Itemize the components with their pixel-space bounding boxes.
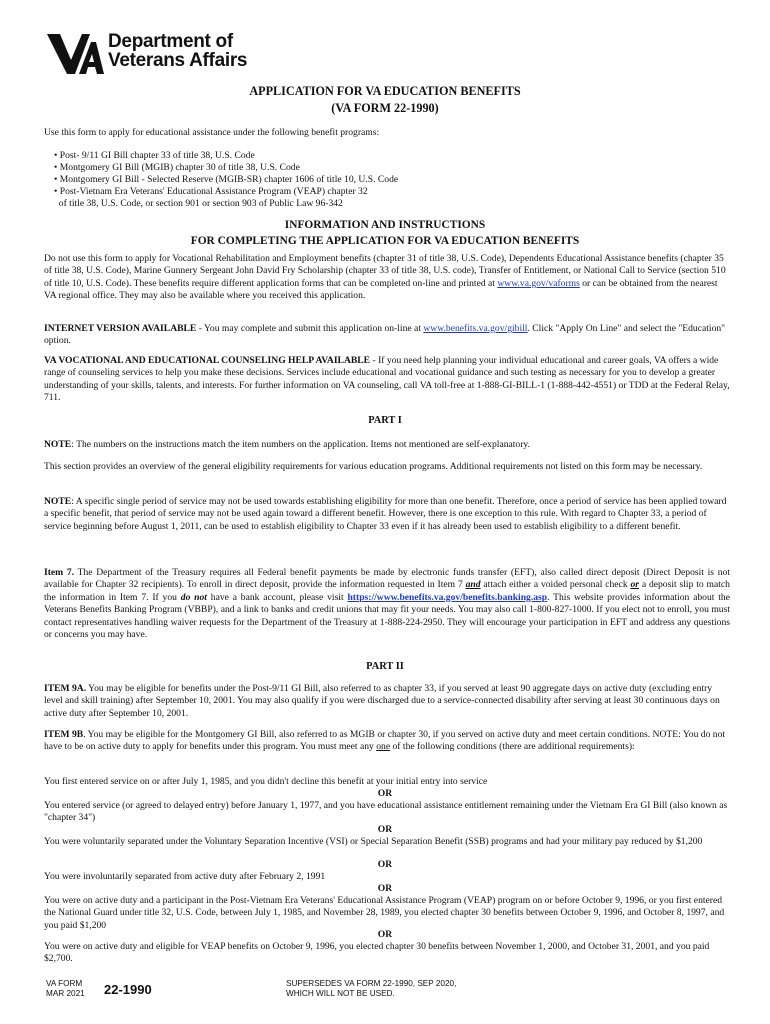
banking-link[interactable]: https://www.benefits.va.gov/benefits.banking.asp: [347, 591, 548, 603]
item-9a-paragraph: [44, 683, 730, 720]
list-item: • Post-Vietnam Era Veterans' Educational Assistance Program (VEAP) chapter 32: [54, 185, 368, 197]
condition-6: You were on active duty and eligible for VEAP benefits on October 9, 1996, you elected chapter 30 benefits between November 1, 2000, and October 31, 2001, and you paid $2,700.: [44, 941, 710, 965]
emphasis-do-not: do not: [180, 591, 207, 603]
paragraph-text: : A specific single period of service may not be used towards establishing eligibility for more than one benefit. Therefore, once a period of service has been applied toward a specific benefit, that period of service may not be used again toward a different benefit. However, there is one exception to this rule. With regard to Chapter 33, a period of service beginning before August 1, 2011, can be used to establish eligibility to Chapter 33 even if it has already been used to establish eligibility to a different benefit.: [44, 496, 727, 532]
paragraph-text: or can be obtained from the nearest VA regional office. They may also be available where you received this application.: [44, 277, 718, 302]
emphasis-or: or: [630, 579, 639, 591]
form-label-block: [46, 979, 85, 999]
overview-paragraph: This section provides an overview of the general eligibility requirements for various education programs. Additional requirements not listed on this form may be necessary.: [44, 461, 703, 472]
paragraph-text: The Department of the Treasury requires all Federal benefit payments be made by electronic funds transfer (EFT), also called direct deposit (Direct Deposit is not available for Chapter 32 recipients). To enroll in direct deposit, provide the information requested in Item 7: [44, 567, 731, 591]
gibill-link[interactable]: www.benefits.va.gov/gibill: [423, 323, 528, 334]
va-forms-link[interactable]: www.va.gov/vaforms: [497, 277, 580, 289]
note-label: NOTE: [44, 496, 72, 507]
list-item: • Montgomery GI Bill (MGIB) chapter 30 of title 38, U.S. Code: [54, 161, 300, 173]
paragraph-text: Do not use this form to apply for Vocational Rehabilitation and Employment benefits (chapter 31 of title 38, U.S. Code), Dependents Educational Assistance benefits (chapter 35 of title 38, U.S. Code), Marine Gunnery Sergeant John David Fry Scholarship (chapter 33 of title 38, U.S. code), Transfer of Entitlement, or National Call to Service (section 510 of title 10, U.S. Code). These benefits require different application forms that can be completed on-line and printed at: [44, 253, 726, 289]
program-list: [54, 150, 398, 210]
condition-5: You were on active duty and a participant in the Post-Vietnam Era Veterans' Educational Assistance Program (VEAP) program on or before October 9, 1996, or you first entered the National Guard under title 32, U.S. Code, between July 1, 1985, and November 28, 1989, you elected chapter 30 benefits between October 9, 1996, and October 8, 1997, and you paid $1,200: [44, 895, 725, 931]
paragraph-text: attach either a voided personal check: [480, 579, 631, 591]
info-heading: INFORMATION AND INSTRUCTIONS: [284, 219, 486, 231]
info-subheading: FOR COMPLETING THE APPLICATION FOR VA EDUCATION BENEFITS: [190, 235, 580, 247]
paragraph-text: . Click "Apply On Line" and select the "Education" option.: [44, 323, 726, 347]
part-2-heading: PART II: [366, 661, 404, 672]
form-label: VA FORM: [46, 979, 83, 988]
supersedes-note: [286, 979, 456, 999]
agency-name: [108, 32, 247, 70]
paragraph-text: . This website provides information about the Veterans Benefits Banking Program (VBBP), and a link to banks and credit unions that may fit your needs. You may also call 1-800-827-1000. If you elect not to enroll, you must contact representatives handling waiver requests for the Department of the Treasury at 1-888-224-2950. They will encourage your participation in EFT and address any questions or concerns you may have.: [44, 591, 730, 641]
internet-label: INTERNET VERSION AVAILABLE: [44, 323, 197, 334]
note-label: NOTE: [44, 439, 72, 450]
supersedes-line: WHICH WILL NOT BE USED.: [286, 989, 395, 998]
item-9a-label: ITEM 9A.: [44, 683, 87, 694]
paragraph-text: have a bank account, please visit: [206, 591, 348, 603]
or-separator: OR: [377, 788, 393, 799]
item-9b-paragraph: [44, 729, 730, 754]
item-9b-label: ITEM 9B: [44, 729, 84, 740]
agency-line-1: Department of: [108, 31, 233, 52]
form-subtitle: (VA FORM 22-1990): [331, 101, 439, 115]
condition-3: You were voluntarily separated under the Voluntary Separation Incentive (VSI) or Special Separation Benefit (SSB) programs and had your military pay reduced by $1,200: [44, 836, 703, 847]
condition-2: You entered service (or agreed to delayed entry) before January 1, 1977, and you have educational assistance entitlement remaining under the Vietnam Era GI Bill (also known as "chapter 34"): [44, 800, 728, 824]
paragraph-text: . You may be eligible for the Montgomery GI Bill, also referred to as MGIB or chapter 30, if you served on active duty and meet certain conditions. NOTE: You do not have to be on active duty to apply for benefits under this program. You must meet any: [44, 729, 726, 753]
emphasis-one: one: [376, 741, 391, 753]
internet-version-paragraph: [44, 323, 730, 348]
list-item: of title 38, U.S. Code, or section 901 or section 903 of Public Law 96-342: [54, 197, 343, 209]
counseling-label: VA VOCATIONAL AND EDUCATIONAL COUNSELING HELP AVAILABLE: [44, 355, 371, 366]
va-logo: [46, 32, 276, 76]
agency-line-2: Veterans Affairs: [108, 50, 248, 71]
or-separator: OR: [377, 929, 393, 940]
form-number: 22-1990: [104, 982, 152, 997]
form-title: APPLICATION FOR VA EDUCATION BENEFITS: [249, 84, 521, 98]
paragraph-text: a deposit slip to match the information in Item 7. If you: [44, 579, 730, 603]
note-item-numbers: [44, 439, 730, 451]
list-item: • Post- 9/11 GI Bill chapter 33 of title 38, U.S. Code: [54, 150, 255, 161]
note-single-period: [44, 496, 730, 533]
part-1-heading: PART I: [368, 415, 402, 426]
va-seal-icon: [46, 32, 104, 76]
paragraph-text: : The numbers on the instructions match the item numbers on the application. Items not mentioned are self-explanatory.: [71, 439, 530, 450]
condition-4: You were involuntarily separated from active duty after February 2, 1991: [44, 871, 326, 882]
paragraph-text: of the following conditions (there are additional requirements):: [390, 741, 635, 753]
form-date: MAR 2021: [46, 989, 85, 998]
or-separator: OR: [377, 859, 393, 870]
item-7-paragraph: [44, 567, 730, 641]
emphasis-and: and: [465, 579, 481, 591]
paragraph-text: - If you need help planning your individual educational and career goals, VA offers a wide range of counseling services to help you make these decisions. Services include educational and vocational guidance and such testing as necessary for you to develop a greater understanding of your skills, talents, and interests. For further information on VA counseling, call VA toll-free at 1-888-GI-BILL-1 (1-888-442-4551) or TDD at the Federal Relay, 711.: [44, 355, 730, 404]
condition-1: You first entered service on or after July 1, 1985, and you didn't decline this benefit at your initial entry into service: [44, 776, 488, 787]
item-7-label: Item 7.: [44, 567, 75, 578]
counseling-paragraph: [44, 355, 730, 405]
not-for-other-benefits-paragraph: [44, 253, 730, 303]
list-item: • Montgomery GI Bill - Selected Reserve (MGIB-SR) chapter 1606 of title 10, U.S. Code: [54, 173, 399, 185]
paragraph-text: - You may complete and submit this application on-line at: [196, 323, 424, 334]
intro-text: Use this form to apply for educational assistance under the following benefit programs:: [44, 127, 380, 138]
or-separator: OR: [377, 883, 393, 894]
paragraph-text: You may be eligible for benefits under the Post-9/11 GI Bill, also referred to as chapter 33, if you served at least 90 aggregate days on active duty (excluding entry level and skill training) after September 10, 2001. You may also qualify if you were discharged due to a service-connected disability after serving at least 30 continuous days on active duty after September 10, 2001.: [44, 683, 720, 719]
or-separator: OR: [377, 824, 393, 835]
supersedes-line: SUPERSEDES VA FORM 22-1990, SEP 2020,: [286, 979, 457, 988]
